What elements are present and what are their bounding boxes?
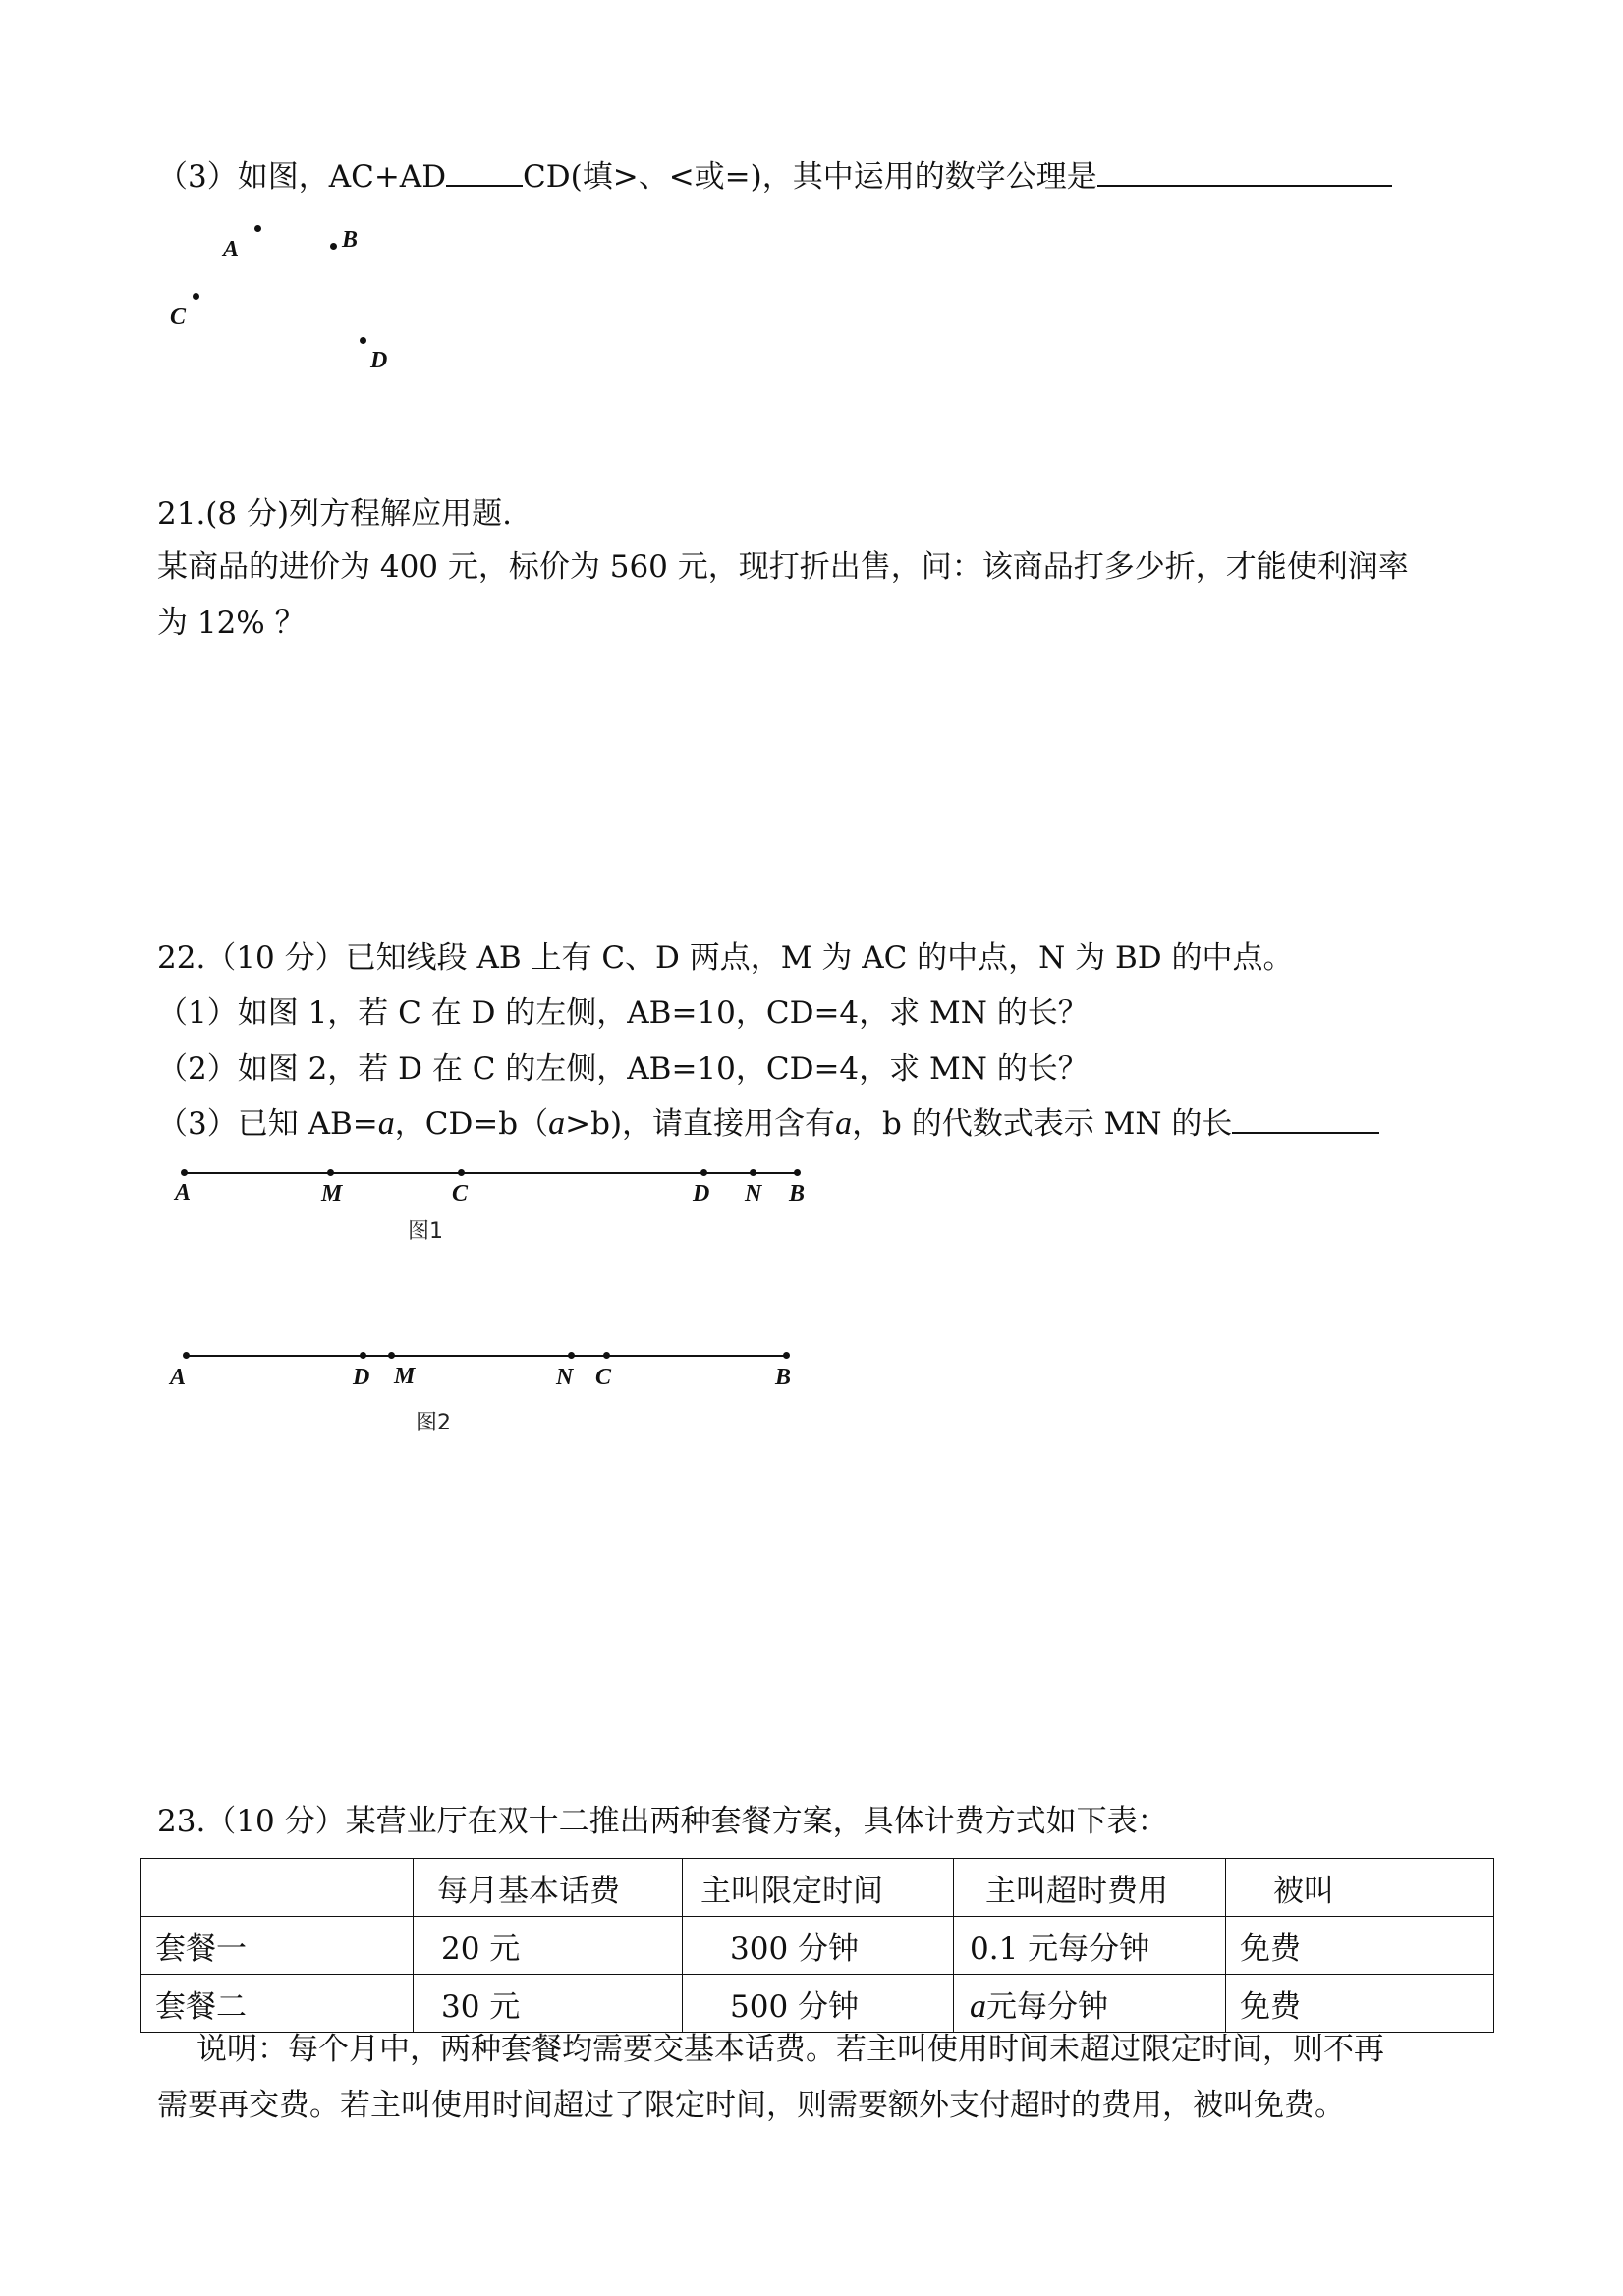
fig2-label-d: D [353,1365,370,1390]
fig1-point-d [700,1169,707,1176]
fig1-point-a [181,1169,188,1176]
point-a-label: A [223,237,240,262]
table-cell: 30 元 [414,1975,683,2033]
table-row [141,1975,1494,2033]
q22-part2: （2）如图 2，若 D 在 C 的左侧，AB=10，CD=4，求 MN 的长？ [157,1051,1089,1087]
plan-name-cell: 套餐二 [141,1975,414,2033]
table-header-cell: 被叫 [1226,1859,1494,1917]
plan-fee-table [140,1858,1494,2033]
table-cell [954,1975,1226,2033]
fig1-label-c: C [452,1181,469,1206]
table-header-cell: 每月基本话费 [414,1859,683,1917]
fig2-point-m [388,1352,395,1359]
fig2-caption: 图2 [416,1411,451,1435]
q22-part3 [157,1104,1379,1144]
q22-part3-text-d: ，b 的代数式表示 MN 的长 [852,1106,1233,1142]
fig1-point-m [327,1169,334,1176]
fig1-caption: 图1 [408,1219,443,1244]
segment-ab-fig2 [186,1355,787,1357]
fig1-label-a: A [175,1180,192,1205]
variable-a: a [835,1105,853,1142]
table-cell: 300 分钟 [683,1917,954,1975]
q23-note-line2: 需要再交费。若主叫使用时间超过了限定时间，则需要额外支付超时的费用，被叫免费。 [157,2088,1345,2123]
fig2-label-n: N [556,1365,574,1390]
q20-part3-line [157,157,1392,196]
q21-heading: 21.(8 分)列方程解应用题. [157,496,512,532]
q22-part3-text-c: >b)，请直接用含有 [565,1106,836,1142]
point-b-label: B [342,227,359,252]
point-c-dot [193,293,199,300]
fig1-label-d: D [693,1181,710,1206]
fig2-label-m: M [394,1364,416,1389]
fig1-label-b: B [789,1181,806,1206]
q22-part3-text-a: （3）已知 AB= [157,1106,378,1142]
table-header-row [141,1859,1494,1917]
q21-text-line1: 某商品的进价为 400 元，标价为 560 元，现打折出售，问：该商品打多少折，才能使利润率 [157,549,1409,585]
plan-name-cell: 套餐一 [141,1917,414,1975]
point-d-dot [360,337,366,344]
q20-part3-middle: CD(填>、<或=)，其中运用的数学公理是 [523,159,1097,195]
table-header-cell [141,1859,414,1917]
fig1-label-m: M [321,1181,343,1206]
q20-part3-prefix: （3）如图，AC+AD [157,159,447,195]
fig2-point-n [568,1352,575,1359]
table-cell: 20 元 [414,1917,683,1975]
table-cell: 免费 [1226,1975,1494,2033]
table-cell: 500 分钟 [683,1975,954,2033]
q22-heading: 22.（10 分）已知线段 AB 上有 C、D 两点，M 为 AC 的中点，N 为 BD 的中点。 [157,940,1294,976]
point-a-dot [254,225,261,232]
q21-text-line2: 为 12% ？ [157,605,306,641]
fig1-point-b [794,1169,801,1176]
point-b-dot [330,243,337,250]
fig2-label-c: C [595,1365,612,1390]
fig2-label-b: B [775,1365,792,1390]
table-header-cell: 主叫超时费用 [954,1859,1226,1917]
point-c-label: C [170,305,187,330]
table-header-cell: 主叫限定时间 [683,1859,954,1917]
table-row [141,1917,1494,1975]
fig1-label-n: N [745,1181,762,1206]
fig2-point-c [603,1352,610,1359]
answer-blank-axiom[interactable] [1097,157,1392,187]
q22-part3-text-b: ，CD=b（ [394,1106,549,1142]
table-cell: 免费 [1226,1917,1494,1975]
answer-blank-mn[interactable] [1232,1104,1379,1134]
point-d-label: D [370,348,388,373]
variable-a: a [970,1988,986,2025]
fig1-point-c [458,1169,465,1176]
fig2-point-d [360,1352,366,1359]
fig2-label-a: A [170,1365,187,1390]
overtime-rate-text: 元每分钟 [986,1988,1108,2025]
fig1-point-n [750,1169,756,1176]
q22-part1: （1）如图 1，若 C 在 D 的左侧，AB=10，CD=4，求 MN 的长？ [157,995,1089,1031]
variable-a: a [548,1105,566,1142]
variable-a: a [377,1105,395,1142]
answer-blank-compare[interactable] [446,157,523,187]
table-cell: 0.1 元每分钟 [954,1917,1226,1975]
fig2-point-a [183,1352,190,1359]
q23-note-line1: 说明：每个月中，两种套餐均需要交基本话费。若主叫使用时间未超过限定时间，则不再 [196,2032,1384,2067]
q23-heading: 23.（10 分）某营业厅在双十二推出两种套餐方案，具体计费方式如下表： [157,1804,1168,1839]
fig2-point-b [783,1352,790,1359]
